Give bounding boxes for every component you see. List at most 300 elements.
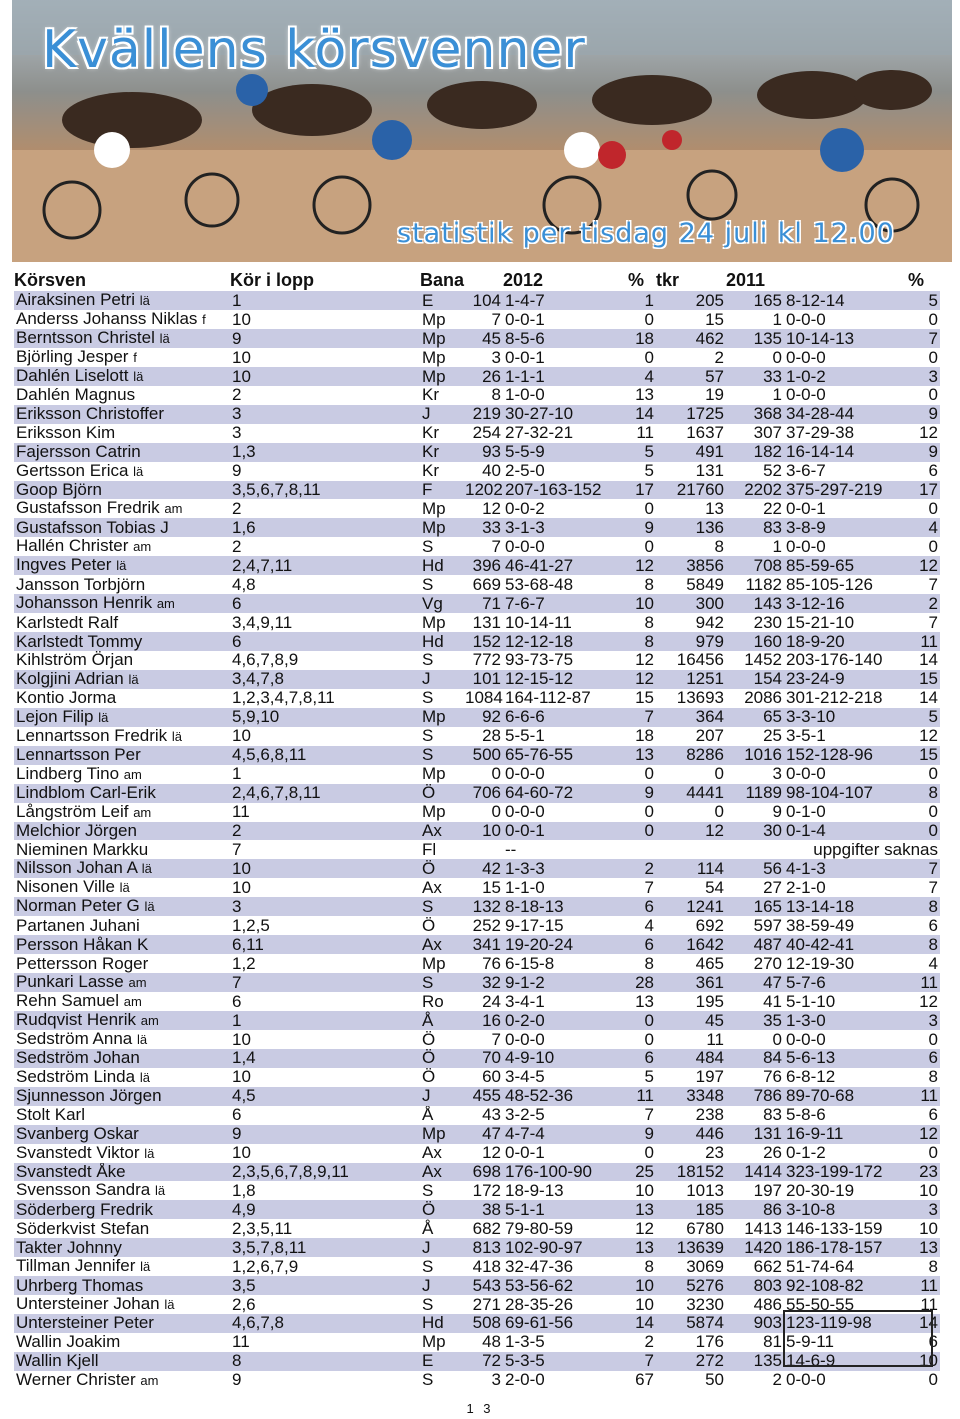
results-2012-cell: 7-6-7 <box>503 594 628 613</box>
results-2012-cell: 27-32-21 <box>503 424 628 443</box>
track-cell: S <box>420 1295 463 1314</box>
races-cell: 3,5,7,8,11 <box>230 1238 420 1257</box>
table-row <box>14 1276 940 1295</box>
pct-2012-cell: 0 <box>628 537 656 556</box>
track-cell: E <box>420 1352 463 1371</box>
tkr-cell: 11 <box>656 1030 726 1049</box>
tkr-cell: 23 <box>656 1144 726 1163</box>
starts-2011-cell: 165 <box>726 897 784 916</box>
results-2011-cell: 37-29-38 <box>784 424 908 443</box>
driver-cell <box>14 291 230 310</box>
races-cell: 11 <box>230 1333 420 1352</box>
tkr-cell: 16456 <box>656 651 726 670</box>
driver-name: Anderss Johanss Niklas <box>16 310 198 328</box>
results-2012-cell: 19-20-24 <box>503 935 628 954</box>
pct-2011-cell: 10 <box>908 1181 940 1200</box>
track-cell: Ax <box>420 822 463 841</box>
starts-2012-cell: 47 <box>463 1125 503 1144</box>
driver-name: Kolgjini Adrian <box>16 669 124 688</box>
driver-name: Goop Björn <box>16 480 102 499</box>
col-header-bana: Bana <box>420 270 465 290</box>
starts-2011-cell: 30 <box>726 822 784 841</box>
starts-2011-cell: 230 <box>726 613 784 632</box>
driver-license-type: lä <box>139 1069 150 1085</box>
track-cell: Mp <box>420 329 463 348</box>
driver-cell <box>14 1106 230 1125</box>
results-2011-cell: 146-133-159 <box>784 1219 908 1238</box>
table-row <box>14 765 940 784</box>
track-cell: Mp <box>420 348 463 367</box>
starts-2011-cell: 486 <box>726 1295 784 1314</box>
races-cell: 7 <box>230 840 420 859</box>
results-2011-cell: 13-14-18 <box>784 897 908 916</box>
starts-2012-cell: 16 <box>463 1011 503 1030</box>
track-cell: Ö <box>420 784 463 803</box>
driver-license-type: lä <box>133 463 144 479</box>
table-row <box>14 1011 940 1030</box>
results-2011-cell: 1-3-0 <box>784 1011 908 1030</box>
table-row <box>14 859 940 878</box>
driver-name: Lindberg Tino <box>16 764 120 783</box>
table-row <box>14 291 940 310</box>
starts-2012-cell: 10 <box>463 822 503 841</box>
driver-cell <box>14 1333 230 1352</box>
driver-name: Rehn Samuel <box>16 992 120 1011</box>
starts-2011-cell: 1414 <box>726 1163 784 1182</box>
driver-name: Lennartsson Per <box>16 745 141 765</box>
driver-license-type: lä <box>139 293 150 308</box>
races-cell: 4,6,7,8,9 <box>230 651 420 670</box>
starts-2012-cell: 455 <box>463 1087 503 1106</box>
tkr-cell: 13639 <box>656 1238 726 1257</box>
tkr-cell: 13693 <box>656 689 726 708</box>
results-2012-cell: 0-0-0 <box>503 765 628 784</box>
starts-2011-cell: 803 <box>726 1276 784 1295</box>
driver-cell <box>14 310 230 329</box>
driver-cell <box>14 1295 230 1314</box>
table-row <box>14 499 940 518</box>
driver-cell <box>14 954 230 973</box>
results-2012-cell: 102-90-97 <box>503 1238 628 1257</box>
driver-license-type: f <box>202 312 206 327</box>
table-row <box>14 424 940 443</box>
pct-2011-cell: 9 <box>908 405 940 424</box>
pct-2012-cell: 7 <box>628 1352 656 1371</box>
table-row <box>14 1333 940 1352</box>
driver-name: Kihlström Örjan <box>16 651 134 670</box>
driver-cell <box>14 1144 230 1163</box>
driver-license-type: am <box>156 596 175 612</box>
driver-name: Airaksinen Petri <box>16 291 136 309</box>
results-2011-cell: 34-28-44 <box>784 405 908 424</box>
track-cell: Ö <box>420 1030 463 1049</box>
driver-name: Svanstedt Viktor <box>16 1143 140 1162</box>
driver-cell <box>14 1276 230 1295</box>
pct-2011-cell: 0 <box>908 537 940 556</box>
results-2011-cell: 51-74-64 <box>784 1257 908 1276</box>
pct-2012-cell: 10 <box>628 1276 656 1295</box>
results-2011-cell: 203-176-140 <box>784 651 908 670</box>
table-row <box>14 310 940 329</box>
results-2012-cell: 1-4-7 <box>503 291 628 310</box>
pct-2011-cell: 17 <box>908 481 940 500</box>
races-cell: 3,5 <box>230 1276 420 1295</box>
starts-2012-cell: 271 <box>463 1295 503 1314</box>
pct-2011-cell: 4 <box>908 954 940 973</box>
pct-2011-cell: 2 <box>908 594 940 613</box>
col-header-kor-i-lopp: Kör i lopp <box>230 270 314 290</box>
results-2011-cell: 3-6-7 <box>784 462 908 481</box>
driver-cell <box>14 651 230 670</box>
table-row <box>14 1068 940 1087</box>
results-2012-cell: 0-0-0 <box>503 537 628 556</box>
races-cell: 1,2,5 <box>230 916 420 935</box>
driver-name: Långström Leif <box>16 802 129 821</box>
tkr-cell: 207 <box>656 727 726 746</box>
starts-2011-cell: 22 <box>726 499 784 518</box>
driver-cell <box>14 689 230 708</box>
driver-license-type: lä <box>141 861 152 877</box>
track-cell: Fl <box>420 840 463 859</box>
missing-data-note: uppgifter saknas <box>656 840 940 859</box>
starts-2012-cell <box>463 840 503 859</box>
track-cell: Hd <box>420 632 463 651</box>
pct-2011-cell: 0 <box>908 499 940 518</box>
driver-license-type: lä <box>171 728 183 744</box>
table-row <box>14 1200 940 1219</box>
tkr-cell: 18152 <box>656 1163 726 1182</box>
driver-name: Gertsson Erica <box>16 461 129 480</box>
results-2012-cell: 4-7-4 <box>503 1125 628 1144</box>
results-2011-cell: 0-0-0 <box>784 1030 908 1049</box>
pct-2012-cell: 0 <box>628 348 656 367</box>
results-2012-cell: 9-1-2 <box>503 973 628 992</box>
track-cell: S <box>420 746 463 765</box>
pct-2011-cell: 14 <box>908 651 940 670</box>
driver-name: Eriksson Kim <box>16 423 116 443</box>
pct-2011-cell: 0 <box>908 348 940 367</box>
table-row <box>14 348 940 367</box>
starts-2011-cell: 1420 <box>726 1238 784 1257</box>
races-cell: 3,4,9,11 <box>230 613 420 632</box>
races-cell: 1,8 <box>230 1181 420 1200</box>
starts-2012-cell: 28 <box>463 727 503 746</box>
pct-2012-cell: 6 <box>628 935 656 954</box>
driver-cell <box>14 424 230 443</box>
races-cell: 2 <box>230 499 420 518</box>
track-cell: J <box>420 1276 463 1295</box>
driver-cell <box>14 518 230 537</box>
starts-2011-cell: 487 <box>726 935 784 954</box>
pct-2011-cell: 8 <box>908 897 940 916</box>
starts-2012-cell: 706 <box>463 784 503 803</box>
starts-2012-cell: 152 <box>463 632 503 651</box>
driver-name: Karlstedt Ralf <box>16 613 119 632</box>
track-cell: Ö <box>420 1068 463 1087</box>
tkr-cell: 197 <box>656 1068 726 1087</box>
pct-2011-cell: 14 <box>908 689 940 708</box>
driver-name: Lindblom Carl-Erik <box>16 783 156 803</box>
track-cell: S <box>420 651 463 670</box>
pct-2011-cell: 11 <box>908 632 940 651</box>
results-2012-cell: 65-76-55 <box>503 746 628 765</box>
tkr-cell: 19 <box>656 386 726 405</box>
driver-license-type: lä <box>154 1183 166 1199</box>
races-cell: 3 <box>230 897 420 916</box>
driver-name: Ingves Peter <box>16 556 112 575</box>
driver-license-type: lä <box>136 1032 148 1048</box>
tkr-cell: 238 <box>656 1106 726 1125</box>
driver-cell <box>14 784 230 803</box>
driver-name: Eriksson Christoffer <box>16 404 165 424</box>
pct-2011-cell: 11 <box>908 973 940 992</box>
races-cell: 1,2,3,4,7,8,11 <box>230 689 420 708</box>
table-row <box>14 1219 940 1238</box>
pct-2011-cell: 23 <box>908 1163 940 1182</box>
track-cell: Mp <box>420 708 463 727</box>
tkr-cell: 2 <box>656 348 726 367</box>
pct-2011-cell: 11 <box>908 1276 940 1295</box>
races-cell: 6 <box>230 632 420 651</box>
results-2012-cell: -- <box>503 840 628 859</box>
races-cell: 6 <box>230 594 420 613</box>
starts-2012-cell: 76 <box>463 954 503 973</box>
pct-2011-cell: 6 <box>908 1106 940 1125</box>
driver-cell <box>14 1068 230 1087</box>
starts-2011-cell: 154 <box>726 670 784 689</box>
pct-2012-cell: 12 <box>628 1219 656 1238</box>
pct-2011-cell: 7 <box>908 878 940 897</box>
driver-name: Svanberg Oskar <box>16 1124 139 1144</box>
driver-cell <box>14 1181 230 1200</box>
track-cell: J <box>420 670 463 689</box>
table-row <box>14 1238 940 1257</box>
pct-2011-cell: 13 <box>908 1238 940 1257</box>
table-row <box>14 1257 940 1276</box>
results-2011-cell: 3-5-1 <box>784 727 908 746</box>
starts-2012-cell: 12 <box>463 499 503 518</box>
tkr-cell: 1241 <box>656 897 726 916</box>
tkr-cell: 0 <box>656 765 726 784</box>
races-cell: 5,9,10 <box>230 708 420 727</box>
table-row <box>14 1144 940 1163</box>
races-cell: 1,6 <box>230 518 420 537</box>
races-cell: 9 <box>230 329 420 348</box>
pct-2012-cell: 12 <box>628 670 656 689</box>
driver-cell <box>14 348 230 367</box>
pct-2012-cell: 5 <box>628 1068 656 1087</box>
races-cell: 1 <box>230 291 420 310</box>
pct-2012-cell: 2 <box>628 859 656 878</box>
tkr-cell: 185 <box>656 1200 726 1219</box>
table-row <box>14 1106 940 1125</box>
starts-2012-cell: 60 <box>463 1068 503 1087</box>
starts-2012-cell: 38 <box>463 1200 503 1219</box>
results-2011-cell: 38-59-49 <box>784 916 908 935</box>
pct-2011-cell: 12 <box>908 992 940 1011</box>
pct-2012-cell: 28 <box>628 973 656 992</box>
pct-2012-cell: 9 <box>628 518 656 537</box>
pct-2012-cell: 13 <box>628 746 656 765</box>
starts-2011-cell: 41 <box>726 992 784 1011</box>
tkr-cell: 1013 <box>656 1181 726 1200</box>
pct-2012-cell: 10 <box>628 594 656 613</box>
pct-2012-cell: 0 <box>628 1030 656 1049</box>
driver-name: Berntsson Christel <box>16 329 155 347</box>
tkr-cell: 692 <box>656 916 726 935</box>
races-cell: 4,9 <box>230 1200 420 1219</box>
tkr-cell: 3856 <box>656 556 726 575</box>
starts-2011-cell: 270 <box>726 954 784 973</box>
results-2011-cell: 89-70-68 <box>784 1087 908 1106</box>
starts-2012-cell: 508 <box>463 1314 503 1333</box>
tkr-cell: 131 <box>656 462 726 481</box>
driver-name: Gustafsson Tobias J <box>16 518 169 537</box>
driver-cell <box>14 708 230 727</box>
track-cell: S <box>420 1257 463 1276</box>
starts-2011-cell: 1 <box>726 386 784 405</box>
table-row <box>14 481 940 500</box>
driver-name: Melchior Jörgen <box>16 821 137 841</box>
tkr-cell: 176 <box>656 1333 726 1352</box>
starts-2011-cell: 160 <box>726 632 784 651</box>
starts-2011-cell: 65 <box>726 708 784 727</box>
starts-2012-cell: 43 <box>463 1106 503 1125</box>
starts-2011-cell: 197 <box>726 1181 784 1200</box>
page-subtitle: statistik per tisdag 24 juli kl 12.00 <box>397 218 895 249</box>
driver-cell <box>14 727 230 746</box>
driver-name: Lennartsson Fredrik <box>16 726 168 745</box>
driver-cell <box>14 499 230 518</box>
tkr-cell: 5276 <box>656 1276 726 1295</box>
tkr-cell: 1725 <box>656 405 726 424</box>
starts-2012-cell: 543 <box>463 1276 503 1295</box>
driver-name: Wallin Kjell <box>16 1351 99 1371</box>
starts-2012-cell: 71 <box>463 594 503 613</box>
starts-2011-cell: 0 <box>726 1030 784 1049</box>
driver-cell <box>14 386 230 405</box>
col-header-korsven: Körsven <box>14 270 87 290</box>
results-2011-cell: 8-12-14 <box>784 291 908 310</box>
starts-2012-cell: 0 <box>463 803 503 822</box>
starts-2012-cell: 132 <box>463 897 503 916</box>
starts-2012-cell: 0 <box>463 765 503 784</box>
driver-name: Sedström Anna <box>16 1030 133 1049</box>
tkr-cell: 13 <box>656 499 726 518</box>
driver-license-type: am <box>164 501 183 517</box>
races-cell: 6 <box>230 992 420 1011</box>
results-2012-cell: 1-1-0 <box>503 878 628 897</box>
pct-2011-cell: 0 <box>908 386 940 405</box>
pct-2012-cell: 8 <box>628 1257 656 1276</box>
pct-2012-cell: 12 <box>628 556 656 575</box>
results-2011-cell: 1-0-2 <box>784 367 908 386</box>
starts-2011-cell: 81 <box>726 1333 784 1352</box>
driver-cell <box>14 878 230 897</box>
pct-2012-cell: 2 <box>628 1333 656 1352</box>
pct-2011-cell: 8 <box>908 1257 940 1276</box>
tkr-cell: 942 <box>656 613 726 632</box>
driver-name: Svensson Sandra <box>16 1181 151 1200</box>
pct-2011-cell: 12 <box>908 727 940 746</box>
driver-cell <box>14 1125 230 1144</box>
track-cell: Kr <box>420 462 463 481</box>
pct-2011-cell: 11 <box>908 1087 940 1106</box>
starts-2012-cell: 7 <box>463 1030 503 1049</box>
driver-license-type: am <box>128 975 147 991</box>
pct-2012-cell: 12 <box>628 651 656 670</box>
pct-2011-cell: 6 <box>908 916 940 935</box>
driver-cell <box>14 973 230 992</box>
driver-cell <box>14 670 230 689</box>
races-cell: 3,4,7,8 <box>230 670 420 689</box>
pct-2011-cell: 6 <box>908 462 940 481</box>
table-header-row <box>14 270 940 291</box>
track-cell: Å <box>420 1219 463 1238</box>
results-2011-cell: 5-1-10 <box>784 992 908 1011</box>
driver-cell <box>14 1371 230 1390</box>
pct-2011-cell: 0 <box>908 803 940 822</box>
pct-2012-cell: 13 <box>628 992 656 1011</box>
results-2012-cell: 9-17-15 <box>503 916 628 935</box>
table-row <box>14 973 940 992</box>
results-2011-cell: 40-42-41 <box>784 935 908 954</box>
driver-cell <box>14 1257 230 1276</box>
table-row <box>14 840 940 859</box>
driver-name: Sjunnesson Jörgen <box>16 1086 162 1106</box>
races-cell: 2,4,6,7,8,11 <box>230 784 420 803</box>
tkr-cell: 114 <box>656 859 726 878</box>
starts-2011-cell: 2086 <box>726 689 784 708</box>
driver-cell <box>14 405 230 424</box>
table-row <box>14 1049 940 1068</box>
table-row <box>14 935 940 954</box>
table-row <box>14 1030 940 1049</box>
results-2012-cell: 5-5-1 <box>503 727 628 746</box>
results-2011-cell: 375-297-219 <box>784 481 908 500</box>
tkr-cell: 15 <box>656 310 726 329</box>
pct-2011-cell: 3 <box>908 1011 940 1030</box>
track-cell: Ö <box>420 916 463 935</box>
driver-name: Nilsson Johan A <box>16 859 137 878</box>
pct-2012-cell: 9 <box>628 784 656 803</box>
races-cell: 3 <box>230 424 420 443</box>
driver-name: Norman Peter G <box>16 897 140 916</box>
starts-2011-cell: 33 <box>726 367 784 386</box>
pct-2011-cell: 0 <box>908 1030 940 1049</box>
driver-cell <box>14 481 230 500</box>
results-2011-cell: 92-108-82 <box>784 1276 908 1295</box>
results-2012-cell: 1-1-1 <box>503 367 628 386</box>
races-cell: 6 <box>230 1106 420 1125</box>
starts-2012-cell: 252 <box>463 916 503 935</box>
starts-2011-cell: 1016 <box>726 746 784 765</box>
results-2011-cell: 6-8-12 <box>784 1068 908 1087</box>
driver-cell <box>14 992 230 1011</box>
results-2011-cell: 5-9-11 <box>784 1333 908 1352</box>
track-cell: Mp <box>420 954 463 973</box>
results-2012-cell: 69-61-56 <box>503 1314 628 1333</box>
pct-2011-cell: 5 <box>908 291 940 310</box>
driver-name: Sedström Linda <box>16 1067 136 1086</box>
table-row <box>14 992 940 1011</box>
pct-2011-cell: 6 <box>908 1049 940 1068</box>
results-2012-cell: 0-0-1 <box>503 1144 628 1163</box>
track-cell: Ax <box>420 1144 463 1163</box>
races-cell: 1 <box>230 1011 420 1030</box>
results-2011-cell: 186-178-157 <box>784 1238 908 1257</box>
driver-license-type: am <box>140 1372 159 1388</box>
